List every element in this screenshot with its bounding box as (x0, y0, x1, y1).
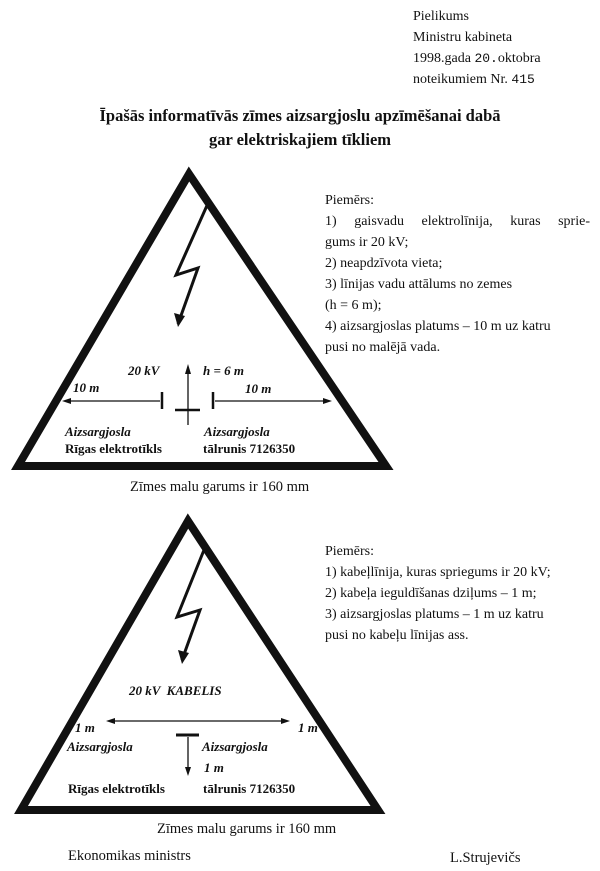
example-1-item: 1) gaisvadu elektrolīnija, kuras sprie- (325, 214, 590, 229)
example-2-item: 1) kabeļlīnija, kuras spriegums ir 20 kV; (325, 565, 551, 580)
sign2-left-zone: Aizsargjosla (67, 739, 133, 754)
sign1-left-zone: Aizsargjosla (65, 424, 131, 439)
example-2-item: pusi no kabeļu līnijas ass. (325, 628, 469, 643)
example-1-item: (h = 6 m); (325, 298, 382, 313)
example-2-item: 2) kabeļa ieguldīšanas dziļums – 1 m; (325, 586, 537, 601)
annex-line-1: Pielikums (413, 9, 470, 24)
sign1-phone: tālrunis 7126350 (203, 441, 296, 456)
sign1-right-zone: Aizsargjosla (204, 424, 270, 439)
sign2-right-distance: 1 m (298, 720, 318, 735)
minister-signature: L.Strujevičs (450, 850, 521, 866)
example-1-item: pusi no malējā vada. (325, 340, 441, 355)
annex-date-prefix: 1998.gada (413, 51, 475, 66)
sign2-lightning-tip-icon (178, 650, 189, 664)
sign2-phone: tālrunis 7126350 (203, 781, 296, 796)
sign1-right-distance: 10 m (245, 381, 272, 396)
example-1-text (325, 190, 590, 358)
annex-line-2: Ministru kabineta (413, 30, 513, 45)
example-1-item: gums ir 20 kV; (325, 235, 409, 250)
sign1-lightning-tip-icon (174, 313, 185, 327)
sign-1-caption: Zīmes malu garums ir 160 mm (130, 479, 310, 495)
example-2-heading: Piemērs: (325, 544, 374, 559)
example-2-item: 3) aizsargjoslas platums – 1 m uz katru (325, 607, 544, 622)
annex-date-day: 20. (474, 51, 498, 66)
sign2-right-zone: Aizsargjosla (202, 739, 268, 754)
example-1-item: 3) līnijas vadu attālums no zemes (325, 277, 513, 292)
minister-title: Ekonomikas ministrs (68, 848, 191, 864)
title-line-1: Īpašās informatīvās zīmes aizsargjoslu apzīmēšanai dabā (99, 106, 501, 125)
example-1-item: 4) aizsargjoslas platums – 10 m uz katru (325, 319, 551, 334)
sign1-height-arrowhead-icon (185, 364, 191, 374)
sign1-height: h = 6 m (203, 363, 244, 378)
sign1-voltage: 20 kV (128, 363, 160, 378)
annex-regulation-number: 415 (511, 72, 535, 87)
sign1-left-arrowhead-icon (62, 398, 71, 404)
sign2-left-distance: 1 m (75, 720, 95, 735)
example-1-heading: Piemērs: (325, 193, 374, 208)
annex-date-month: oktobra (497, 51, 541, 66)
sign2-lightning-icon (177, 545, 206, 660)
example-2-text (325, 541, 595, 646)
sign2-depth-arrowhead-icon (185, 767, 191, 776)
sign2-owner: Rīgas elektrotīkls (68, 781, 165, 796)
sign2-left-arrowhead-icon (106, 718, 115, 724)
example-1-item: 2) neapdzīvota vieta; (325, 256, 443, 271)
sign1-lightning-icon (176, 201, 209, 324)
sign2-right-arrowhead-icon (281, 718, 290, 724)
sign2-depth: 1 m (204, 760, 224, 775)
annex-regulation-prefix: noteikumiem Nr. (413, 72, 512, 87)
sign1-owner: Rīgas elektrotīkls (65, 441, 162, 456)
title-line-2: gar elektriskajiem tīkliem (208, 130, 392, 149)
sign1-left-distance: 10 m (73, 380, 100, 395)
sign2-label: 20 kV KABELIS (129, 683, 222, 698)
sign-2-caption: Zīmes malu garums ir 160 mm (157, 821, 337, 837)
sign1-right-arrowhead-icon (323, 398, 332, 404)
